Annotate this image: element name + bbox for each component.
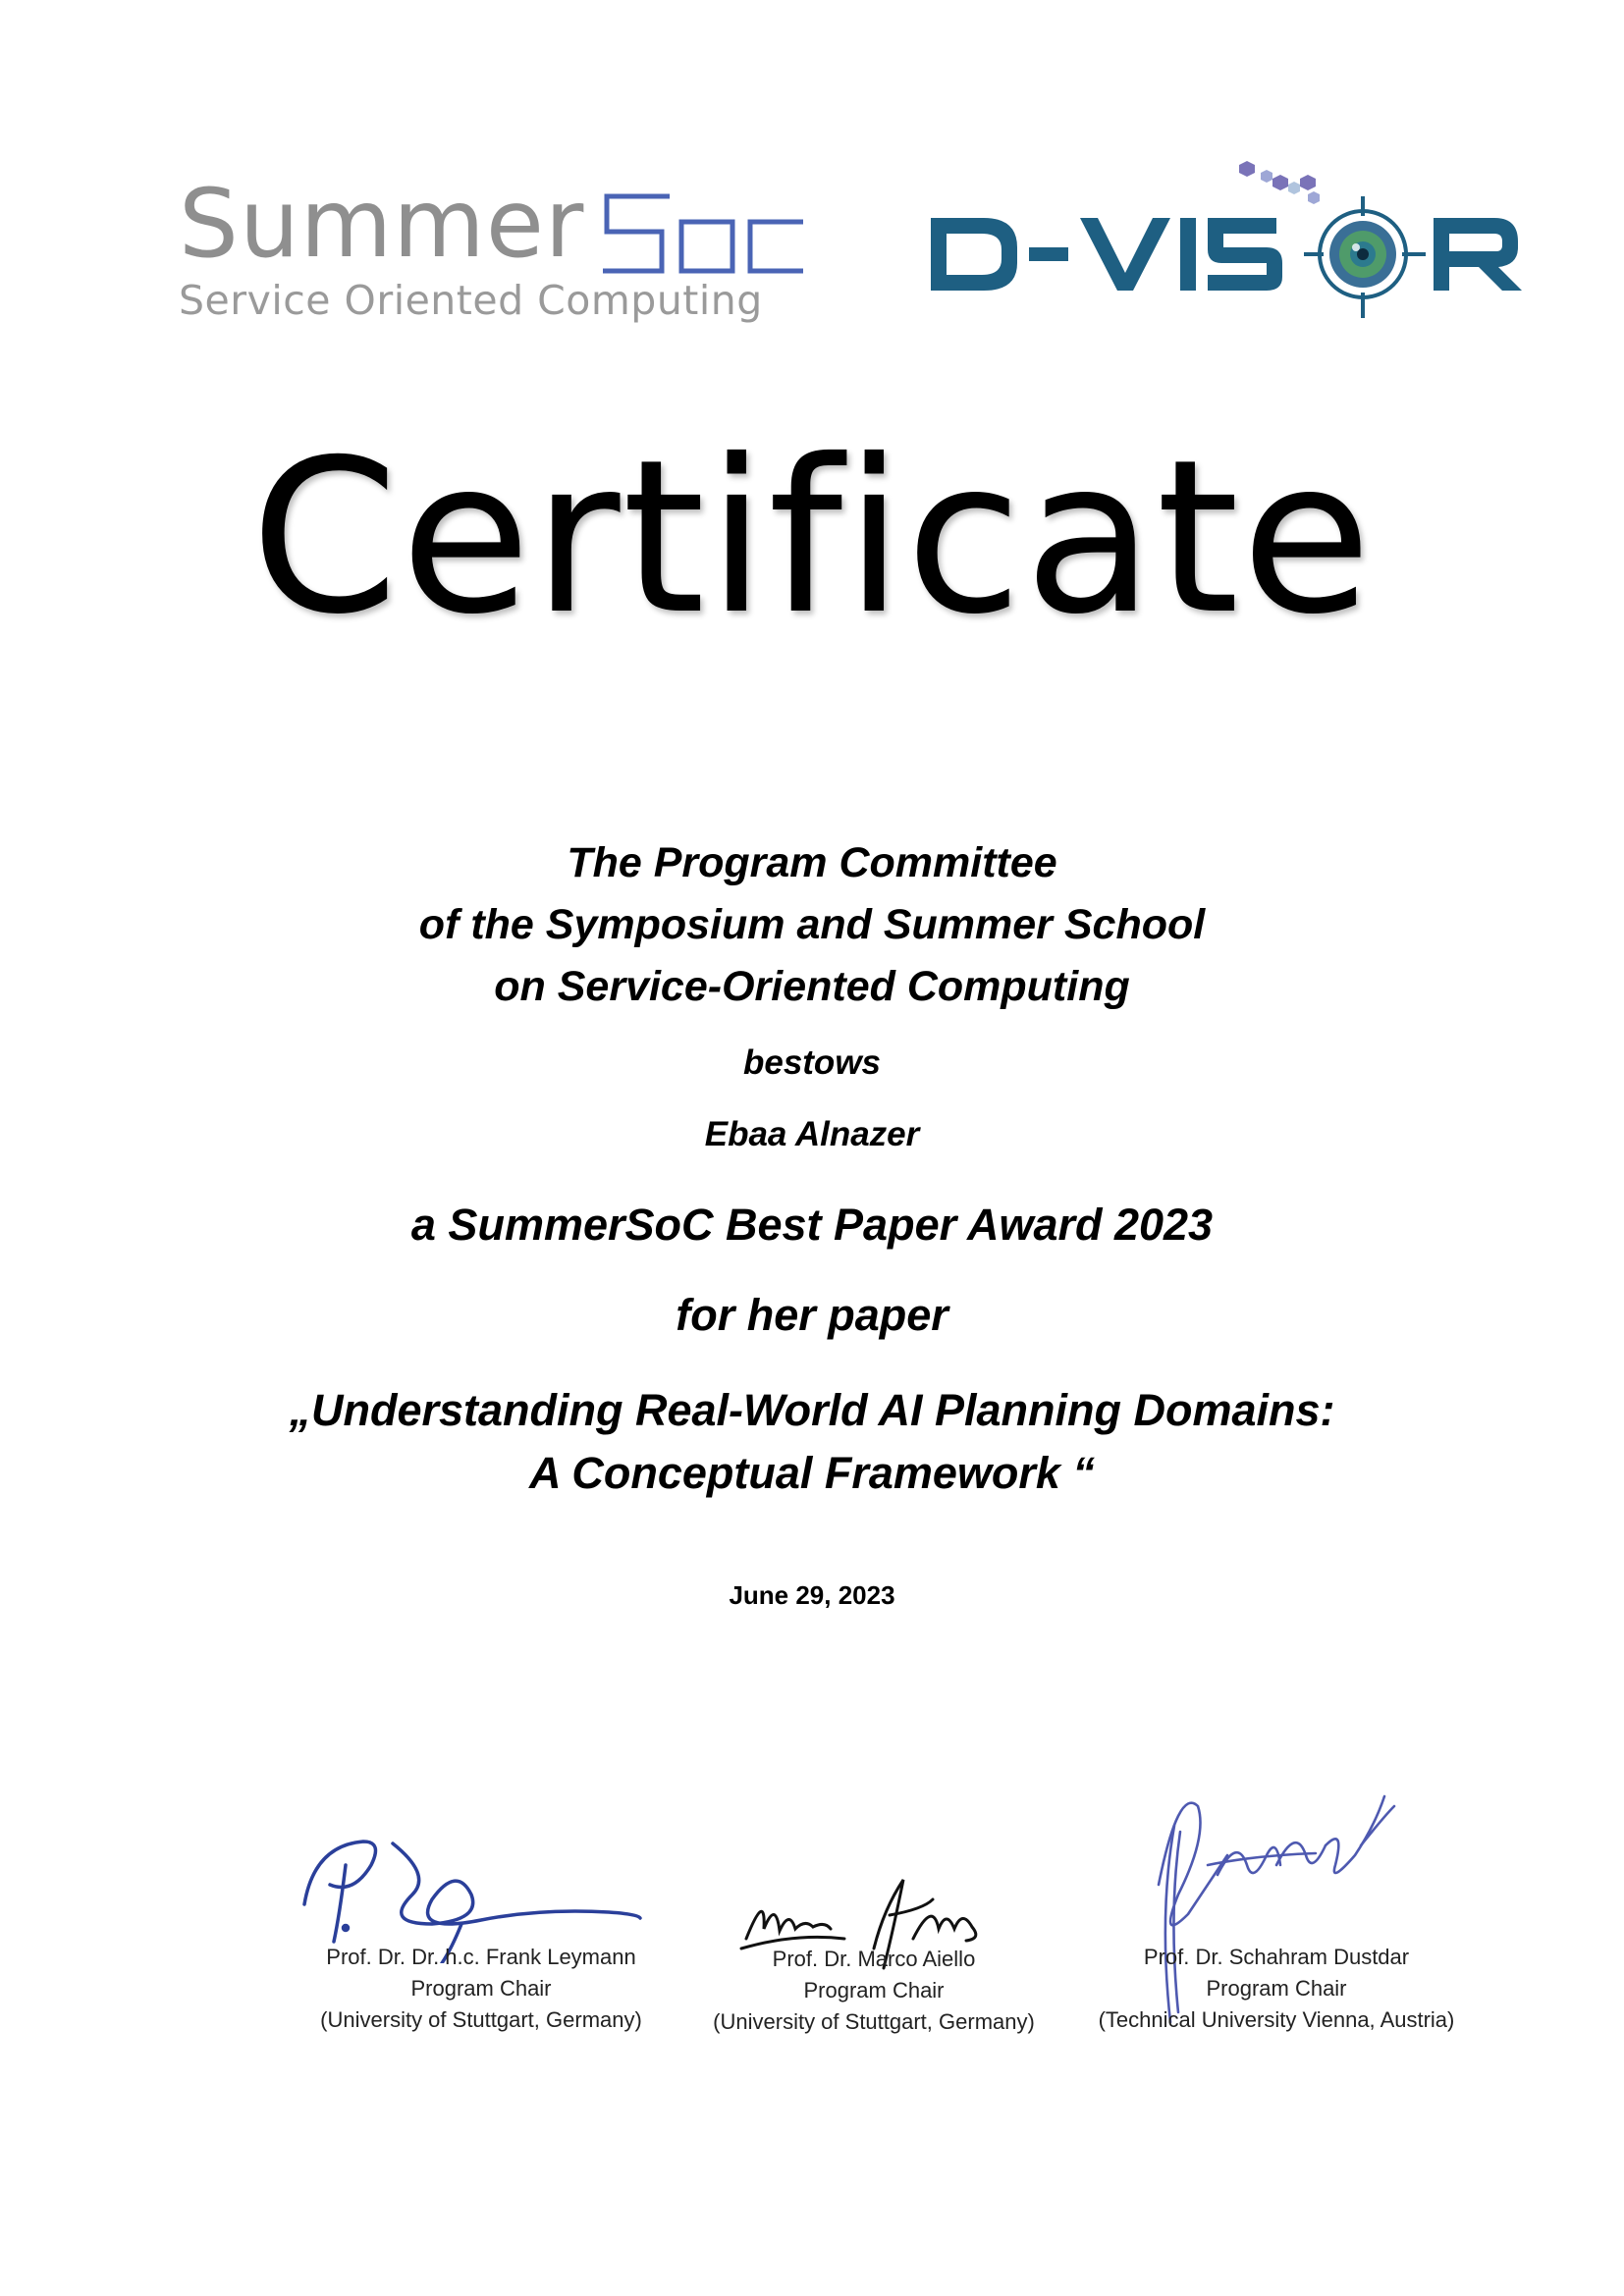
committee-statement (0, 832, 1624, 1018)
signatory-affiliation: (University of Stuttgart, Germany) (713, 2009, 1035, 2034)
dvisor-logo (923, 157, 1532, 334)
summersoc-logo-word: Summer (179, 169, 585, 279)
paper-title (0, 1379, 1624, 1505)
award-date: June 29, 2023 (729, 1580, 895, 1610)
committee-line-2: of the Symposium and Summer School (418, 901, 1206, 948)
signatory-role: Program Chair (410, 1976, 552, 2001)
paper-title-line-1: „Understanding Real-World AI Planning Domains: (289, 1385, 1335, 1435)
signatory-aiello (687, 1944, 1060, 2038)
committee-line-3: on Service-Oriented Computing (494, 963, 1130, 1010)
summersoc-tagline: Service Oriented Computing (179, 277, 763, 324)
award-name: a SummerSoC Best Paper Award 2023 (410, 1200, 1214, 1250)
signatory-name: Prof. Dr. Marco Aiello (772, 1947, 976, 1971)
signatory-name: Prof. Dr. Schahram Dustdar (1143, 1945, 1410, 1969)
signatory-name: Prof. Dr. Dr. h.c. Frank Leymann (326, 1945, 636, 1969)
signatory-affiliation: (Technical University Vienna, Austria) (1098, 2007, 1455, 2032)
summersoc-soc-mark (601, 192, 805, 275)
signatory-dustdar (1070, 1942, 1483, 2036)
signatory-affiliation: (University of Stuttgart, Germany) (320, 2007, 642, 2032)
summersoc-logo (179, 169, 807, 334)
certificate-title: Certificate (250, 414, 1374, 661)
dvisor-logo-graphic (923, 157, 1532, 334)
committee-line-1: The Program Committee (567, 839, 1057, 886)
bestows-text: bestows (742, 1043, 882, 1082)
signatory-role: Program Chair (1206, 1976, 1347, 2001)
signatory-leymann (285, 1942, 677, 2036)
recipient-name: Ebaa Alnazer (704, 1115, 920, 1153)
signatory-role: Program Chair (803, 1978, 945, 2002)
for-paper-text: for her paper (676, 1290, 948, 1340)
paper-title-line-2: A Conceptual Framework “ (529, 1448, 1095, 1498)
